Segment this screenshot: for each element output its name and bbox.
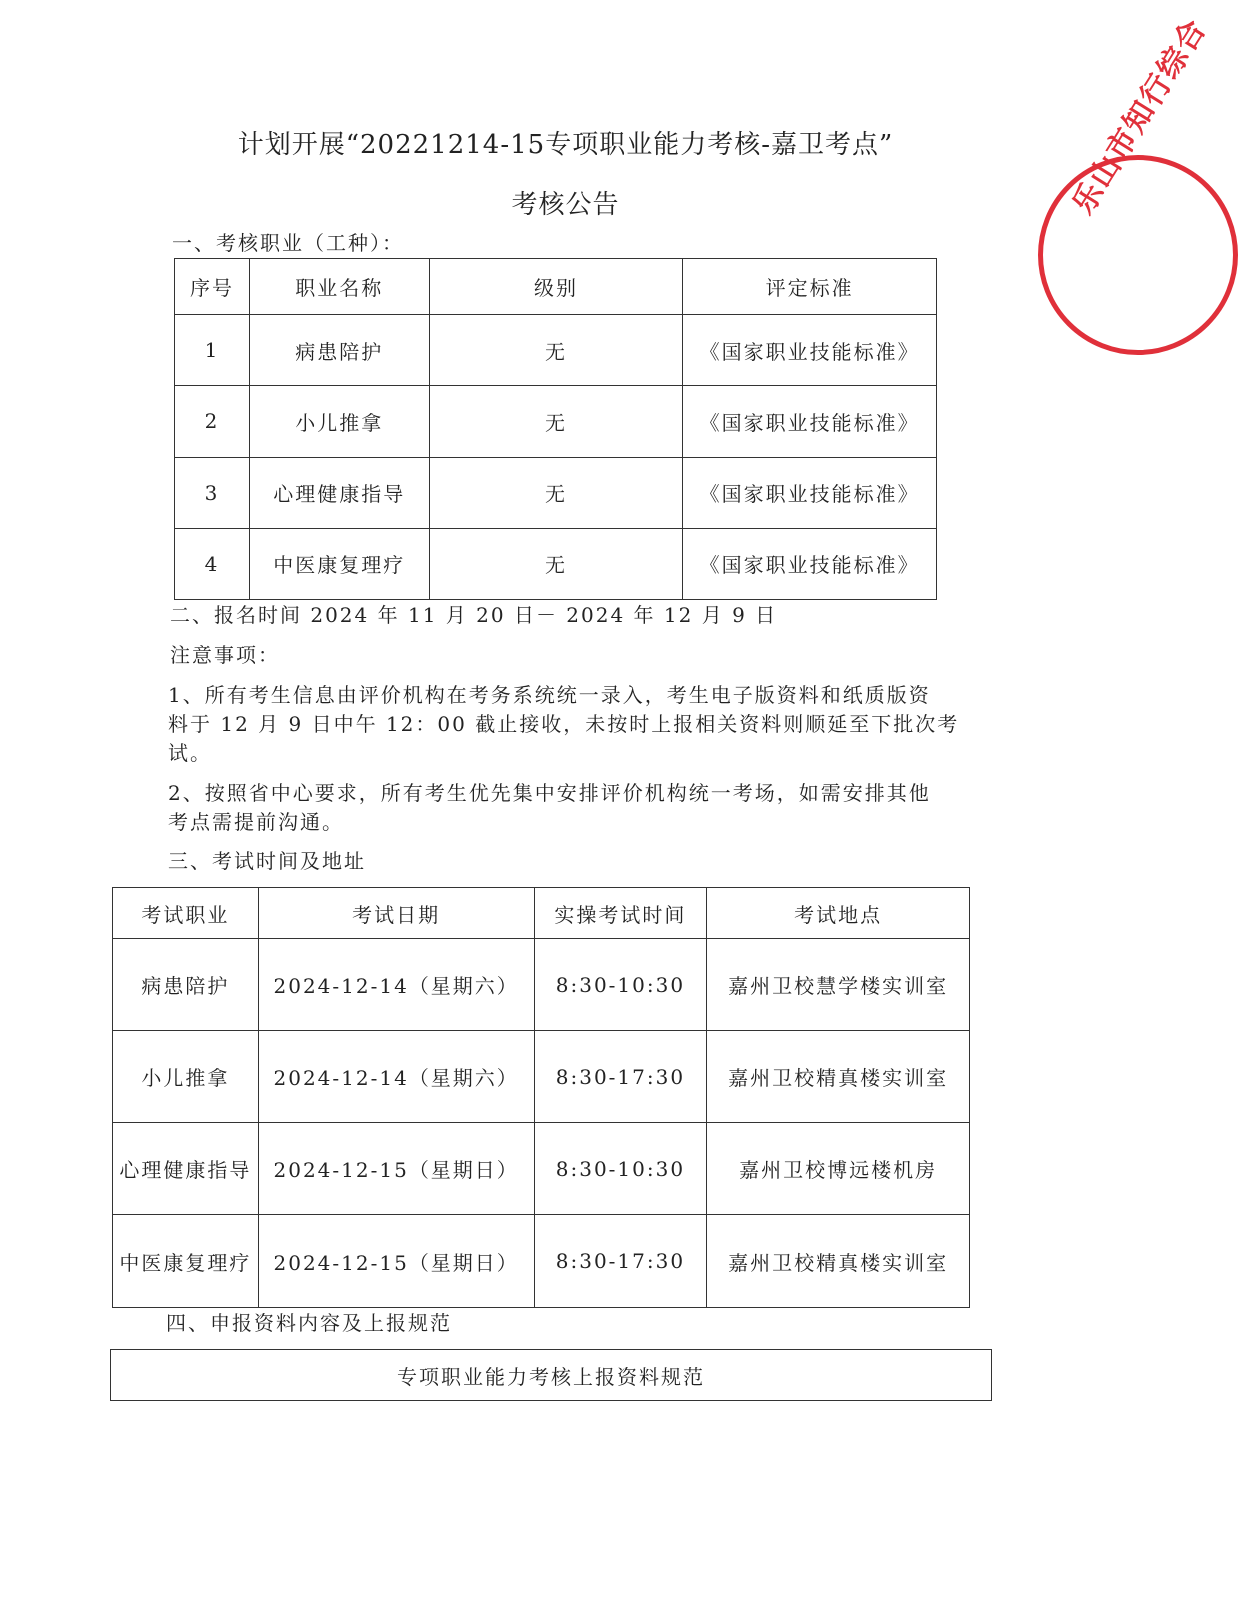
table-row [113,939,970,1031]
table-cell: 嘉州卫校精真楼实训室 [707,1215,970,1308]
table-cell: 2024-12-14（星期六） [258,939,534,1031]
table-cell: 病患陪护 [113,939,259,1031]
table-cell: 心理健康指导 [113,1123,259,1215]
page-subtitle: 考核公告 [511,190,620,220]
table-cell: 小儿推拿 [249,386,429,457]
table-cell: 无 [429,315,683,386]
header-cell: 实操考试时间 [534,888,707,939]
table-cell: 《国家职业技能标准》 [683,528,937,599]
section1-heading: 一、考核职业（工种）： [172,231,404,255]
occupation-table [174,258,937,600]
section4-heading: 四、申报资料内容及上报规范 [166,1311,452,1335]
header-cell: 职业名称 [249,259,429,315]
table-cell: 8:30-10:30 [534,1123,707,1215]
table-cell: 嘉州卫校博远楼机房 [707,1123,970,1215]
section3-heading: 三、考试时间及地址 [168,849,366,873]
header-cell: 评定标准 [683,259,937,315]
table-cell: 中医康复理疗 [113,1215,259,1308]
note-2-line-2: 考点需提前沟通。 [168,810,344,834]
table-cell: 《国家职业技能标准》 [683,457,937,528]
table-cell: 8:30-17:30 [534,1031,707,1123]
header-cell: 序号 [175,259,250,315]
table-cell: 小儿推拿 [113,1031,259,1123]
table-cell: 嘉州卫校精真楼实训室 [707,1031,970,1123]
registration-period: 二、报名时间 2024 年 11 月 20 日－ 2024 年 12 月 9 日 [170,603,778,627]
table-cell: 2024-12-15（星期日） [258,1123,534,1215]
table-cell: 3 [175,457,250,528]
note-1-line-3: 试。 [168,741,212,765]
exam-schedule-table [112,887,970,1308]
table-row [113,1123,970,1215]
table-row [175,528,937,599]
table-cell: 《国家职业技能标准》 [683,315,937,386]
schedule-table-header [113,888,970,939]
table-cell: 无 [429,457,683,528]
table-cell: 无 [429,528,683,599]
table-cell: 病患陪护 [249,315,429,386]
materials-spec-box: 专项职业能力考核上报资料规范 [110,1349,992,1401]
table-cell: 8:30-10:30 [534,939,707,1031]
table-cell: 2 [175,386,250,457]
page-title: 计划开展“20221214-15专项职业能力考核-嘉卫考点” [237,130,894,160]
table-row [175,386,937,457]
table-cell: 2024-12-14（星期六） [258,1031,534,1123]
note-2-line-1: 2、按照省中心要求，所有考生优先集中安排评价机构统一考场，如需安排其他 [168,781,931,805]
seal-text: 乐山市知行综合 [1065,12,1215,221]
table-cell: 1 [175,315,250,386]
header-cell: 考试日期 [258,888,534,939]
table-row [175,315,937,386]
table-cell: 2024-12-15（星期日） [258,1215,534,1308]
table-cell: 嘉州卫校慧学楼实训室 [707,939,970,1031]
table-cell: 4 [175,528,250,599]
red-seal-stamp [1038,12,1238,355]
table-cell: 《国家职业技能标准》 [683,386,937,457]
table-row [175,457,937,528]
header-cell: 考试地点 [707,888,970,939]
header-cell: 考试职业 [113,888,259,939]
note-1-line-2: 料于 12 月 9 日中午 12：00 截止接收，未按时上报相关资料则顺延至下批次考 [168,712,960,736]
occupation-table-header [175,259,937,315]
table-cell: 心理健康指导 [249,457,429,528]
table-cell: 中医康复理疗 [249,528,429,599]
header-cell: 级别 [429,259,683,315]
table-row [113,1215,970,1308]
note-1-line-1: 1、所有考生信息由评价机构在考务系统统一录入，考生电子版资料和纸质版资 [168,683,931,707]
table-row [113,1031,970,1123]
table-cell: 8:30-17:30 [534,1215,707,1308]
table-cell: 无 [429,386,683,457]
notes-heading: 注意事项： [170,643,280,667]
